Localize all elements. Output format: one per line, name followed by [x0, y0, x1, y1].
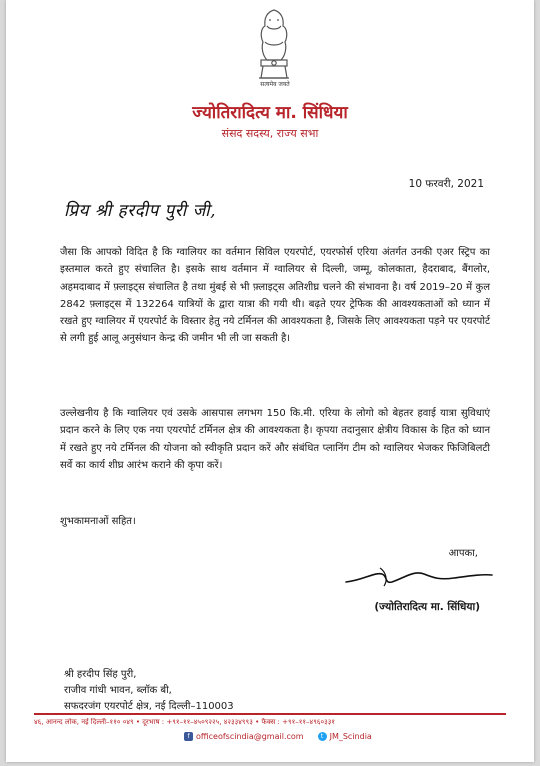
facebook-text: officeofscindia@gmail.com — [196, 732, 304, 741]
body-paragraph-2: उल्लेखनीय है कि ग्वालियर एवं उसके आसपास लगभग 150 कि.मी. एरिया के लोगो को बेहतर हवाई यात्रा सुविधाएं प्रदान करने के लिए एक नया एयरपोर्ट टर्मिनल क्षेत्र की आवश्यकता है। कृपया तदानुसार क्षेत्रीय विकास के हित को ध्यान में रखते हुए नये टर्मिनल की योजना को स्वीकृति प्रदान करें और संबंधित प्लानिंग टीम को ग्वालियर भेजकर फिजिबिलटी सर्वे का कार्य शीघ्र आरंभ कराने की कृपा करें। — [60, 408, 490, 471]
facebook-icon: f — [184, 732, 193, 741]
letterhead-designation: संसद सदस्य, राज्य सभा — [221, 127, 319, 140]
recipient-line-3: सफदरजंग एयरपोर्ट क्षेत्र, नई दिल्ली–110003 — [64, 701, 234, 712]
twitter-text: JM_Scindia — [329, 732, 372, 741]
body-paragraph-1: जैसा कि आपको विदित है कि ग्वालियर का वर्तमान सिविल एयरपोर्ट, एयरफोर्स एरिया अंतर्गत उनकी एअर स्ट्रिप का इस्तमाल करते हुए संचालित है। इसके साथ वर्तमान में ग्वालियर से दिल्ली, जम्मू, कोलकाता, हैदराबाद, बैंगलोर, अहमदाबाद में फ़्लाइट्स संचालित है तथा मुंबई से भी फ़्लाइट्स अतिशीघ्र चलने की संभावना है। वर्ष 2019–20 में कुल 2842 फ़्लाइट्स में 132264 यात्रियों के द्वारा यात्रा की गयी थी। बढ़ते एयर ट्रेफिक की आवश्यकताओं को ध्यान में रखते हुए ग्वालियर में एयरपोर्ट के विस्तार हेतु नये टर्मिनल की आवश्यकता है, जिसके लिए आवश्यकता पड़ने पर एयरपोर्ट से लगी हुई आलू अनुसंधान केन्द्र की जमीन भी ली जा सकती है। — [60, 247, 490, 345]
facebook-contact[interactable] — [184, 732, 304, 741]
letter-page — [6, 0, 534, 762]
recipient-address — [64, 667, 234, 715]
twitter-contact[interactable] — [318, 732, 372, 741]
handwritten-salutation: प्रिय श्री हरदीप पुरी जी, — [64, 201, 216, 221]
signatory-name: (ज्योतिरादित्य मा. सिंधिया) — [374, 601, 480, 613]
closing-line: शुभकामनाओं सहित। — [60, 516, 136, 527]
twitter-icon: t — [318, 732, 327, 741]
footer-divider — [34, 713, 506, 715]
emblem-motto: सत्यमेव जयते — [260, 81, 290, 88]
signature-icon — [344, 560, 494, 590]
recipient-line-2: राजीव गांधी भावन, ब्लॉक बी, — [64, 685, 172, 696]
letter-date: 10 फरवरी, 2021 — [408, 178, 484, 190]
valediction: आपका, — [448, 548, 478, 559]
footer-contact: ४६, आनन्द लोक, नई दिल्ली–११० ०४९ • दूरभाष : +९१–११–४५०९२२५, ४२३३४९९३ • फैक्स : +९१–११–४९६०३३१ — [34, 718, 336, 726]
letterhead-name: ज्योतिरादित्य मा. सिंधिया — [192, 103, 348, 123]
footer-social — [184, 732, 372, 741]
recipient-line-1: श्री हरदीप सिंह पुरी, — [64, 669, 137, 680]
